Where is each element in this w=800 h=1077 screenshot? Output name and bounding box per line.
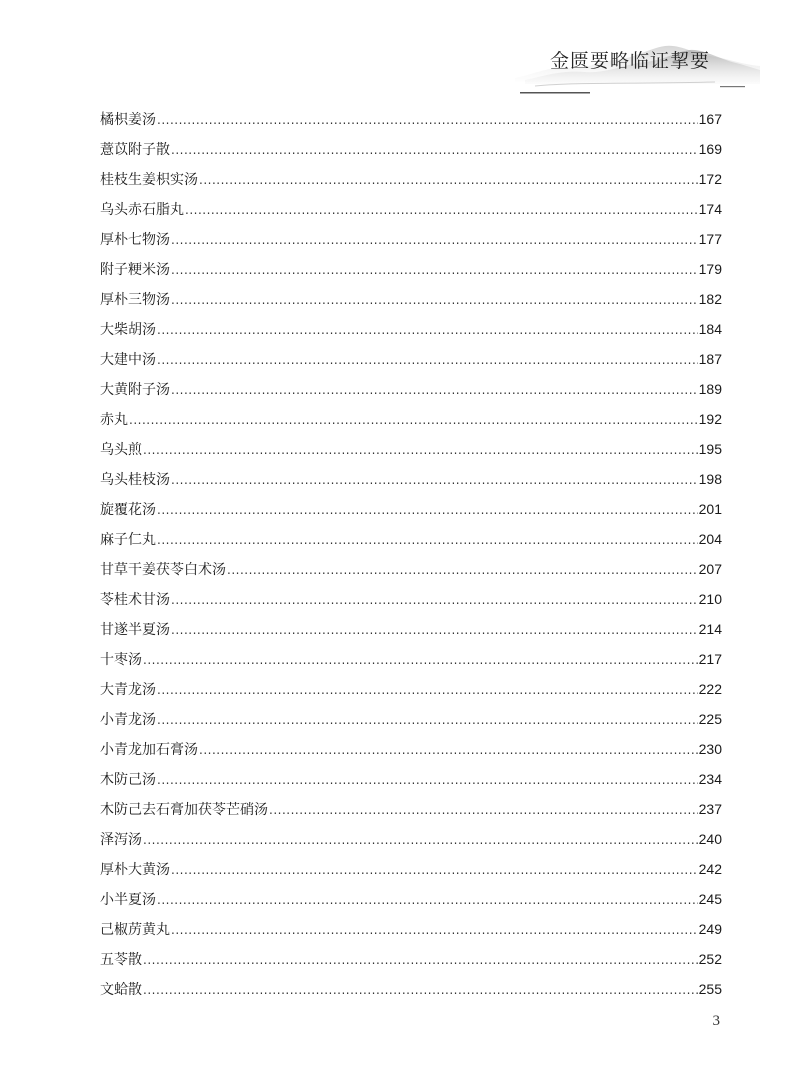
toc-dot-leader: [171, 255, 698, 285]
toc-entry-title: 文蛤散: [100, 982, 142, 998]
toc-entry-page: 245: [698, 891, 722, 907]
toc-entry-title: 厚朴七物汤: [100, 232, 170, 248]
toc-entry-page: 217: [698, 651, 722, 667]
toc-entry-page: 255: [698, 981, 722, 997]
toc-entry-title: 厚朴大黄汤: [100, 862, 170, 878]
toc-entry[interactable]: [100, 614, 722, 644]
toc-entry-page: 187: [698, 351, 722, 367]
toc-entry-title: 十枣汤: [100, 652, 142, 668]
toc-entry-page: 169: [698, 141, 722, 157]
toc-entry[interactable]: [100, 344, 722, 374]
toc-dot-leader: [171, 285, 698, 315]
toc-dot-leader: [129, 405, 698, 435]
toc-entry-page: 237: [698, 801, 722, 817]
toc-dot-leader: [157, 705, 698, 735]
toc-dot-leader: [171, 615, 698, 645]
toc-entry[interactable]: [100, 464, 722, 494]
toc-entry-title: 泽泻汤: [100, 832, 142, 848]
toc-dot-leader: [157, 885, 698, 915]
toc-entry-title: 大黄附子汤: [100, 382, 170, 398]
toc-dot-leader: [143, 645, 698, 675]
toc-dot-leader: [171, 855, 698, 885]
toc-entry[interactable]: [100, 674, 722, 704]
toc-entry-title: 旋覆花汤: [100, 502, 156, 518]
toc-entry[interactable]: [100, 914, 722, 944]
toc-entry-title: 大青龙汤: [100, 682, 156, 698]
toc-dot-leader: [143, 975, 698, 1005]
toc-entry[interactable]: [100, 284, 722, 314]
toc-dot-leader: [157, 765, 698, 795]
toc-entry-title: 大建中汤: [100, 352, 156, 368]
toc-dot-leader: [199, 735, 698, 765]
toc-entry-page: 252: [698, 951, 722, 967]
toc-dot-leader: [171, 225, 698, 255]
toc-entry[interactable]: [100, 824, 722, 854]
toc-entry-page: 234: [698, 771, 722, 787]
toc-dot-leader: [157, 345, 698, 375]
toc-entry-page: 210: [698, 591, 722, 607]
toc-entry[interactable]: [100, 374, 722, 404]
toc-entry[interactable]: [100, 314, 722, 344]
toc-entry-title: 乌头桂枝汤: [100, 472, 170, 488]
toc-entry[interactable]: [100, 974, 722, 1004]
toc-entry-title: 大柴胡汤: [100, 322, 156, 338]
toc-dot-leader: [143, 435, 698, 465]
toc-entry[interactable]: [100, 794, 722, 824]
toc-entry-title: 橘枳姜汤: [100, 112, 156, 128]
toc-entry-page: 207: [698, 561, 722, 577]
toc-dot-leader: [157, 525, 698, 555]
book-title: 金匮要略临证挈要: [549, 50, 710, 72]
toc-entry[interactable]: [100, 764, 722, 794]
page-header: [0, 0, 800, 100]
toc-entry[interactable]: [100, 944, 722, 974]
toc-dot-leader: [171, 465, 698, 495]
toc-entry-page: 225: [698, 711, 722, 727]
toc-entry-page: 182: [698, 291, 722, 307]
toc-entry[interactable]: [100, 644, 722, 674]
toc-entry-page: 195: [698, 441, 722, 457]
toc-entry[interactable]: [100, 254, 722, 284]
toc-entry-title: 苓桂术甘汤: [100, 592, 170, 608]
toc-entry-title: 小半夏汤: [100, 892, 156, 908]
toc-entry-page: 189: [698, 381, 722, 397]
toc-entry-page: 204: [698, 531, 722, 547]
toc-dot-leader: [143, 825, 698, 855]
toc-entry-title: 赤丸: [100, 412, 128, 428]
toc-dot-leader: [227, 555, 698, 585]
toc-entry-page: 172: [698, 171, 722, 187]
toc-dot-leader: [185, 195, 698, 225]
toc-entry-title: 小青龙汤: [100, 712, 156, 728]
toc-entry[interactable]: [100, 194, 722, 224]
toc-entry-title: 麻子仁丸: [100, 532, 156, 548]
toc-entry-page: 230: [698, 741, 722, 757]
toc-entry-page: 198: [698, 471, 722, 487]
toc-entry[interactable]: [100, 884, 722, 914]
toc-entry-page: 222: [698, 681, 722, 697]
toc-dot-leader: [143, 945, 698, 975]
toc-dot-leader: [157, 675, 698, 705]
toc-entry[interactable]: [100, 734, 722, 764]
toc-entry-title: 乌头煎: [100, 442, 142, 458]
toc-entry[interactable]: [100, 524, 722, 554]
toc-dot-leader: [171, 915, 698, 945]
toc-entry-title: 五苓散: [100, 952, 142, 968]
toc-entry-page: 184: [698, 321, 722, 337]
toc-entry-title: 厚朴三物汤: [100, 292, 170, 308]
toc-dot-leader: [157, 105, 698, 135]
toc-dot-leader: [269, 795, 698, 825]
toc-entry-page: 240: [698, 831, 722, 847]
toc-entry[interactable]: [100, 494, 722, 524]
page-number: 3: [712, 1013, 720, 1029]
toc-entry[interactable]: [100, 404, 722, 434]
toc-entry-title: 附子粳米汤: [100, 262, 170, 278]
toc-entry[interactable]: [100, 224, 722, 254]
toc-entry[interactable]: [100, 434, 722, 464]
toc-entry-page: 179: [698, 261, 722, 277]
toc-entry-page: 174: [698, 201, 722, 217]
toc-entry[interactable]: [100, 554, 722, 584]
toc-entry-page: 249: [698, 921, 722, 937]
toc-dot-leader: [171, 375, 698, 405]
toc-dot-leader: [171, 135, 698, 165]
toc-entry-title: 甘草干姜茯苓白术汤: [100, 562, 226, 578]
toc-entry-page: 167: [698, 111, 722, 127]
toc-entry[interactable]: [100, 584, 722, 614]
toc-entry[interactable]: [100, 164, 722, 194]
toc-entry-page: 242: [698, 861, 722, 877]
toc-entry-title: 薏苡附子散: [100, 142, 170, 158]
toc-dot-leader: [157, 315, 698, 345]
toc-entry-title: 小青龙加石膏汤: [100, 742, 198, 758]
toc-dot-leader: [157, 495, 698, 525]
toc-entry-page: 201: [698, 501, 722, 517]
toc-entry[interactable]: [100, 104, 722, 134]
toc-entry-title: 桂枝生姜枳实汤: [100, 172, 198, 188]
toc-entry-title: 木防己汤: [100, 772, 156, 788]
toc-entry-title: 己椒苈黄丸: [100, 922, 170, 938]
toc-entry-title: 木防己去石膏加茯苓芒硝汤: [100, 802, 268, 818]
toc-dot-leader: [171, 585, 698, 615]
toc-entry[interactable]: [100, 704, 722, 734]
toc-entry[interactable]: [100, 854, 722, 884]
toc-entry[interactable]: [100, 134, 722, 164]
toc-entry-title: 甘遂半夏汤: [100, 622, 170, 638]
toc-entry-page: 192: [698, 411, 722, 427]
toc-entry-page: 177: [698, 231, 722, 247]
toc-dot-leader: [199, 165, 698, 195]
toc-entry-title: 乌头赤石脂丸: [100, 202, 184, 218]
table-of-contents: [100, 104, 722, 1004]
toc-entry-page: 214: [698, 621, 722, 637]
